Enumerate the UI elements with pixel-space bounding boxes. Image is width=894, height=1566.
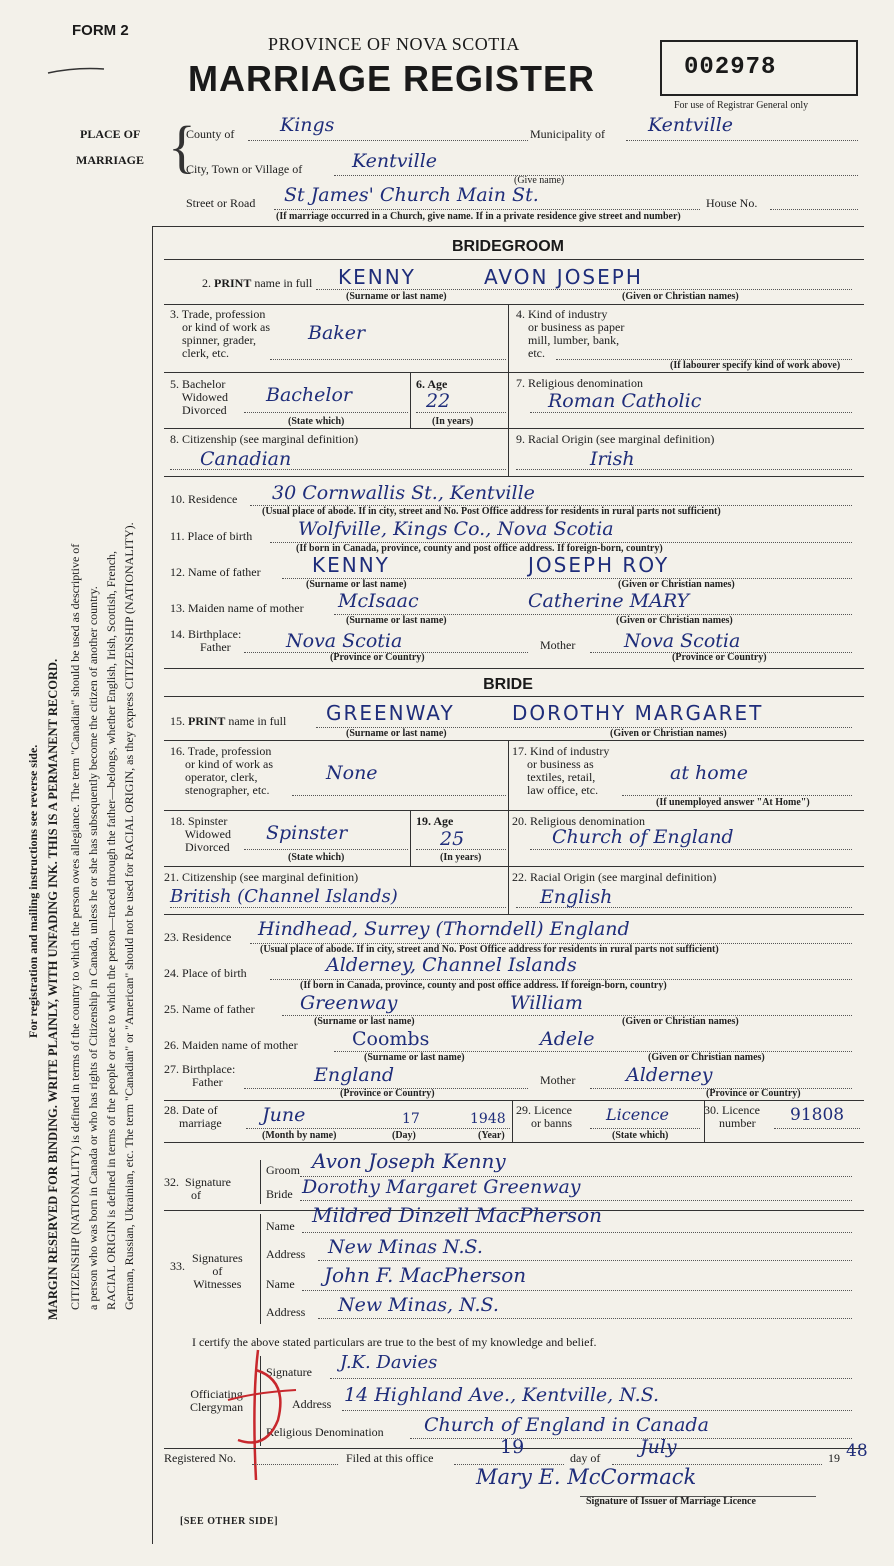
groom-status-caption: (State which) (288, 416, 345, 427)
place-brace: { (168, 114, 196, 179)
witness1-name: Mildred Dinzell MacPherson (312, 1203, 602, 1227)
bride-section-title: BRIDE (483, 676, 533, 693)
bride-mother-surname-caption: (Surname or last name) (364, 1052, 465, 1063)
bride-father-surname: Greenway (300, 992, 398, 1014)
clergy-religion: Church of England in Canada (424, 1414, 709, 1436)
licence-label: 29. Licence or banns (516, 1103, 572, 1130)
bride-birthplace-mother-label: Mother (540, 1073, 576, 1087)
bride-mother-birthplace: Alderney (626, 1064, 713, 1086)
groom-birthplace-label: 14. Birthplace: (170, 627, 242, 641)
groom-given: AVON JOSEPH (484, 265, 643, 289)
province-heading: PROVINCE OF NOVA SCOTIA (268, 34, 520, 54)
bride-father-birthplace: England (314, 1064, 395, 1086)
form-number: FORM 2 (72, 22, 129, 39)
groom-religion-label: 7. Religious denomination (516, 376, 643, 390)
margin-instructions: For registration and mailing instructions see reverse side. (26, 744, 40, 1038)
bride-mother-bp-caption: (Province or Country) (706, 1088, 801, 1099)
groom-father-given-caption: (Given or Christian names) (618, 579, 735, 590)
bride-father-given-caption: (Given or Christian names) (622, 1016, 739, 1027)
marriage-month-caption: (Month by name) (262, 1130, 337, 1141)
marriage-day: 17 (402, 1111, 420, 1127)
bride-industry: at home (670, 762, 748, 784)
county-label: County of (186, 127, 235, 141)
registrar-note: For use of Registrar General only (674, 100, 809, 111)
bride-signature-label: Bride (266, 1187, 293, 1201)
bride-father-label: 25. Name of father (164, 1002, 255, 1016)
bride-surname: GREENWAY (326, 701, 455, 725)
marriage-date-label: 28. Date of marriage (164, 1103, 222, 1130)
bride-mother-surname: Coombs (352, 1028, 430, 1050)
filed-day: 19 (500, 1436, 525, 1458)
bride-citizenship-label: 21. Citizenship (see marginal definition) (164, 870, 359, 884)
licence-caption: (State which) (612, 1130, 669, 1141)
bride-status-caption: (State which) (288, 852, 345, 863)
street-label: Street or Road (186, 196, 256, 210)
groom-name-label: 2. PRINT name in full (202, 276, 313, 290)
municipality-value: Kentville (648, 114, 734, 136)
day-of-label: day of (570, 1451, 601, 1465)
witness2-address-label: Address (266, 1305, 306, 1319)
groom-given-caption: (Given or Christian names) (622, 291, 739, 302)
city-label: City, Town or Village of (186, 162, 303, 176)
give-name-caption: (Give name) (514, 175, 565, 186)
filed-year-prefix: 19 (828, 1451, 840, 1465)
groom-surname-caption: (Surname or last name) (346, 291, 447, 302)
bride-mother-label: 26. Maiden name of mother (164, 1038, 298, 1052)
groom-birth: Wolfville, Kings Co., Nova Scotia (298, 518, 614, 540)
groom-residence-caption: (Usual place of abode. If in city, street and No. Post Office address for residents in rural parts not sufficient) (262, 506, 721, 517)
margin-citizenship-def-1: CITIZENSHIP (NATIONALITY) is defined in terms of the country to which the person owes allegiance. The term "Canadian" should be used as descriptive of (68, 543, 82, 1310)
bride-father-bp-caption: (Province or Country) (340, 1088, 435, 1099)
place-label-2: MARRIAGE (76, 153, 144, 167)
city-value: Kentville (352, 150, 438, 172)
filed-label: Filed at this office (346, 1451, 434, 1465)
clergy-address-label: Address (292, 1397, 332, 1411)
bride-citizenship: British (Channel Islands) (170, 886, 398, 907)
clergy-signature: J.K. Davies (340, 1352, 438, 1373)
filed-month: July (640, 1436, 677, 1458)
groom-citizenship: Canadian (200, 448, 292, 470)
issuer-caption: Signature of Issuer of Marriage Licence (586, 1496, 756, 1507)
groom-trade: Baker (308, 322, 366, 344)
groom-religion: Roman Catholic (548, 390, 702, 412)
groom-father-surname-caption: (Surname or last name) (306, 579, 407, 590)
groom-birth-label: 11. Place of birth (170, 529, 253, 543)
bride-birth: Alderney, Channel Islands (326, 954, 577, 976)
clergy-signature-label: Signature (266, 1365, 312, 1379)
county-value: Kings (280, 114, 335, 136)
groom-father-label: 12. Name of father (170, 565, 261, 579)
groom-birth-caption: (If born in Canada, province, county and post office address. If foreign-born, country) (296, 543, 663, 554)
groom-status-label: 5. Bachelor Widowed Divorced (170, 377, 228, 417)
groom-industry-caption: (If labourer specify kind of work above) (670, 360, 841, 371)
bride-father-given: William (510, 992, 583, 1014)
ink-stroke-mark (46, 62, 106, 72)
margin-citizenship-def-2: a person who was born in Canada or who has rights of Citizenship in Canada, unless he or she has subsequently become the citizen of another country. (86, 586, 100, 1310)
groom-age-caption: (In years) (432, 416, 474, 427)
house-label: House No. (706, 196, 758, 210)
red-check-mark (218, 1340, 308, 1490)
bride-age-caption: (In years) (440, 852, 482, 863)
certify-text: I certify the above stated particulars are true to the best of my knowledge and belief. (192, 1335, 597, 1349)
bride-age-label: 19. Age (416, 814, 454, 828)
groom-racial-label: 9. Racial Origin (see marginal definition) (516, 432, 715, 446)
bride-industry-label: 17. Kind of industry or business as textiles, retail, law office, etc. (512, 744, 610, 797)
witness2-name: John F. MacPherson (324, 1263, 527, 1287)
bride-birth-caption: (If born in Canada, province, county and post office address. If foreign-born, country) (300, 980, 667, 991)
bride-racial-label: 22. Racial Origin (see marginal definition) (512, 870, 717, 884)
licence-number: 91808 (790, 1105, 845, 1125)
witness-label: Signatures of Witnesses (192, 1251, 243, 1291)
groom-birthplace-father-label: Father (200, 640, 231, 654)
see-other-side: [SEE OTHER SIDE] (180, 1516, 279, 1527)
clergy-address: 14 Highland Ave., Kentville, N.S. (344, 1384, 660, 1406)
groom-industry-label: 4. Kind of industry or business as paper mill, lumber, bank, etc. (516, 307, 625, 360)
groom-mother-bp-caption: (Province or Country) (672, 652, 767, 663)
issuer-signature: Mary E. McCormack (476, 1465, 697, 1489)
witness-number: 33. (170, 1259, 185, 1273)
groom-mother-given: Catherine MARY (528, 590, 690, 612)
licence-number-label: 30. Licence number (704, 1103, 760, 1130)
street-value: St James' Church Main St. (284, 184, 539, 206)
groom-residence: 30 Cornwallis St., Kentville (272, 482, 535, 504)
bride-father-surname-caption: (Surname or last name) (314, 1016, 415, 1027)
bride-religion-label: 20. Religious denomination (512, 814, 645, 828)
bride-signature: Dorothy Margaret Greenway (302, 1176, 581, 1198)
clergy-religion-label: Religious Denomination (266, 1425, 384, 1439)
groom-mother-label: 13. Maiden name of mother (170, 601, 304, 615)
bride-racial: English (540, 886, 613, 908)
bride-trade: None (326, 762, 378, 784)
municipality-label: Municipality of (530, 127, 605, 141)
groom-age-label: 6. Age (416, 377, 448, 391)
groom-father-surname: KENNY (312, 553, 390, 577)
witness1-address-label: Address (266, 1247, 306, 1261)
filed-year: 48 (846, 1441, 868, 1461)
bride-industry-caption: (If unemployed answer "At Home") (656, 797, 810, 808)
bride-surname-caption: (Surname or last name) (346, 728, 447, 739)
groom-residence-label: 10. Residence (170, 492, 238, 506)
groom-age: 22 (426, 390, 451, 412)
witness1-name-label: Name (266, 1219, 295, 1233)
bride-given: DOROTHY MARGARET (512, 701, 764, 725)
groom-surname: KENNY (338, 265, 416, 289)
marriage-month: June (262, 1104, 306, 1126)
bride-residence-caption: (Usual place of abode. If in city, street and No. Post Office address for residents in rural parts not sufficient) (260, 944, 719, 955)
margin-binding-note: MARGIN RESERVED FOR BINDING. WRITE PLAINLY, WITH UNFADING INK. THIS IS A PERMANENT RECORD. (46, 658, 60, 1320)
marriage-day-caption: (Day) (392, 1130, 416, 1141)
groom-father-birthplace: Nova Scotia (286, 630, 403, 652)
bride-trade-label: 16. Trade, profession or kind of work as operator, clerk, stenographer, etc. (170, 744, 273, 797)
groom-citizenship-label: 8. Citizenship (see marginal definition) (170, 432, 359, 446)
bride-birthplace-label: 27. Birthplace: (164, 1062, 236, 1076)
groom-status: Bachelor (266, 384, 353, 406)
witness2-name-label: Name (266, 1277, 295, 1291)
groom-mother-birthplace: Nova Scotia (624, 630, 741, 652)
register-number: 002978 (684, 54, 777, 81)
bride-birth-label: 24. Place of birth (164, 966, 247, 980)
street-caption: (If marriage occurred in a Church, give name. If in a private residence give street and number) (276, 211, 681, 222)
bride-mother-given: Adele (540, 1028, 595, 1050)
register-number-box (660, 40, 858, 96)
signature-label: 32. Signature of (164, 1175, 231, 1202)
groom-birthplace-mother-label: Mother (540, 638, 576, 652)
witness1-address: New Minas N.S. (328, 1236, 483, 1258)
margin-racial-def-1: RACIAL ORIGIN is defined in terms of the people or race to which the person—traced through the father—belongs, whether English, Irish, Scottish, French, (104, 550, 118, 1310)
marriage-year: 1948 (470, 1111, 506, 1127)
margin-racial-def-2: German, Russian, Ukrainian, etc. The term "Canadian" or "American" should not be used for RACIAL ORIGIN, as they express CITIZENSHIP (NATIONALITY). (122, 522, 136, 1310)
groom-section-title: BRIDEGROOM (452, 238, 564, 255)
groom-mother-surname: McIsaac (338, 590, 419, 612)
witness2-address: New Minas, N.S. (338, 1294, 499, 1316)
licence-value: Licence (606, 1105, 669, 1124)
bride-residence: Hindhead, Surrey (Thorndell) England (258, 918, 630, 940)
registered-no-label: Registered No. (164, 1451, 236, 1465)
bride-birthplace-father-label: Father (192, 1075, 223, 1089)
bride-status-label: 18. Spinster Widowed Divorced (170, 814, 231, 854)
groom-racial: Irish (590, 448, 635, 470)
groom-signature: Avon Joseph Kenny (312, 1149, 506, 1173)
groom-mother-surname-caption: (Surname or last name) (346, 615, 447, 626)
place-label-1: PLACE OF (80, 127, 141, 141)
bride-mother-given-caption: (Given or Christian names) (648, 1052, 765, 1063)
bride-status: Spinster (266, 822, 348, 844)
bride-residence-label: 23. Residence (164, 930, 232, 944)
bride-given-caption: (Given or Christian names) (610, 728, 727, 739)
marriage-year-caption: (Year) (478, 1130, 505, 1141)
groom-signature-label: Groom (266, 1163, 300, 1177)
bride-age: 25 (440, 828, 465, 850)
bride-name-label: 15. PRINT name in full (170, 714, 287, 728)
groom-father-given: JOSEPH ROY (528, 553, 670, 577)
officiating-label: Officiating Clergyman (190, 1387, 244, 1414)
bride-religion: Church of England (552, 826, 734, 848)
groom-trade-label: 3. Trade, profession or kind of work as spinner, grader, clerk, etc. (170, 307, 270, 360)
groom-father-bp-caption: (Province or Country) (330, 652, 425, 663)
groom-mother-given-caption: (Given or Christian names) (616, 615, 733, 626)
page-title: MARRIAGE REGISTER (188, 58, 596, 99)
